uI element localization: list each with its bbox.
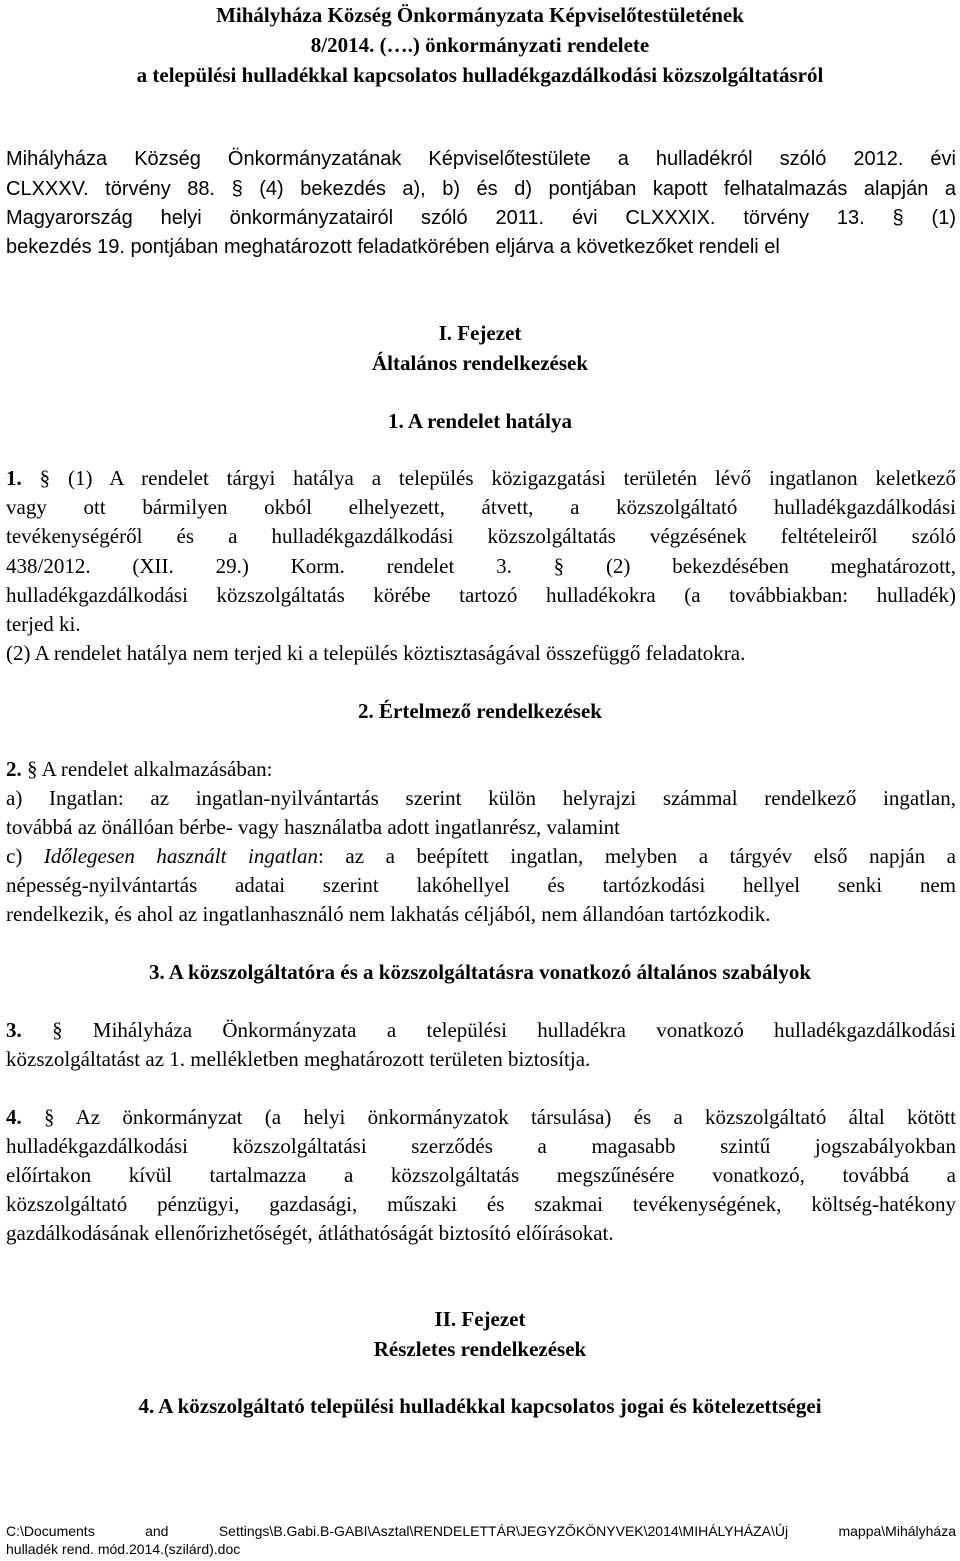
preamble-line: bekezdés 19. pontjában meghatározott feladatkörében eljárva a következőket rendeli el [6, 236, 780, 258]
paragraph-line: 438/2012. (XII. 29.) Korm. rendelet 3. § (2) bekezdésében meghatározott, [6, 554, 956, 578]
section-heading: 1. A rendelet hatálya [388, 409, 572, 433]
chapter-title: Részletes rendelkezések [373, 1337, 587, 1361]
paragraph-number: 4. [6, 1105, 22, 1129]
paragraph-text: § Mihályháza Önkormányzata a települési hulladékra vonatkozó hulladékgazdálkodási [52, 1018, 956, 1042]
paragraph-line: közszolgáltató pénzügyi, gazdasági, műszaki és szakmai tevékenységének, költség-hatékony [6, 1192, 956, 1216]
footer-file-name: hulladék rend. mód.2014.(szilárd).doc [6, 1541, 241, 1557]
title-line-1: Mihályháza Község Önkormányzata Képviselőtestületének [216, 3, 744, 27]
paragraph-text: § Az önkormányzat (a helyi önkormányzatok társulása) és a közszolgáltató által kötött [44, 1105, 956, 1129]
section-heading: 4. A közszolgáltató települési hulladékkal kapcsolatos jogai és kötelezettségei [138, 1394, 822, 1418]
paragraph-text: § (1) A rendelet tárgyi hatálya a település közigazgatási területén lévő ingatlanon keletkező [39, 466, 957, 490]
definition-prefix: c) [6, 844, 44, 868]
paragraph-line: vagy ott bármilyen okból elhelyezett, átvett, a közszolgáltató hulladékgazdálkodási [6, 495, 956, 519]
paragraph-line: hulladékgazdálkodási közszolgáltatási szerződés a magasabb szintű jogszabályokban [6, 1134, 956, 1158]
paragraph-line [6, 1103, 956, 1131]
paragraph-number: 3. [6, 1018, 22, 1042]
chapter-number: II. Fejezet [434, 1307, 526, 1331]
footer-file-path: C:\Documents and Settings\B.Gabi.B-GABI\Asztal\RENDELETTÁR\JEGYZŐKÖNYVEK\2014\MIHÁLYHÁZA\Új mappa\Mihályháza [6, 1523, 956, 1539]
paragraph-line: közszolgáltatást az 1. mellékletben meghatározott területen biztosítja. [6, 1047, 591, 1071]
title-line-2: 8/2014. (….) önkormányzati rendelete [310, 33, 650, 57]
paragraph-line: tevékenységéről és a hulladékgazdálkodási közszolgáltatás végzésének feltételeiről szóló [6, 524, 956, 548]
paragraph-line [6, 755, 956, 783]
section-heading: 3. A közszolgáltatóra és a közszolgáltatásra vonatkozó általános szabályok [148, 960, 812, 984]
paragraph-line: (2) A rendelet hatálya nem terjed ki a település köztisztaságával összefüggő feladatokra. [6, 641, 746, 665]
section-heading: 2. Értelmező rendelkezések [358, 699, 602, 723]
paragraph-line: a) Ingatlan: az ingatlan-nyilvántartás szerint külön helyrajzi számmal rendelkező ingatlan, [6, 786, 956, 810]
chapter-title: Általános rendelkezések [371, 351, 589, 375]
paragraph-text: § A rendelet alkalmazásában: [27, 757, 273, 781]
paragraph-line: népesség-nyilvántartás adatai szerint lakóhellyel és tartózkodási hellyel senki nem [6, 873, 956, 897]
chapter-number: I. Fejezet [438, 321, 522, 345]
paragraph-number: 1. [6, 466, 22, 490]
paragraph-line: továbbá az önállóan bérbe- vagy használatba adott ingatlanrész, valamint [6, 815, 620, 839]
definition-text: : az a beépített ingatlan, melyben a tárgyév első napján a [318, 844, 956, 868]
paragraph-line: terjed ki. [6, 612, 81, 636]
preamble-line: Mihályháza Község Önkormányzatának Képviselőtestülete a hulladékról szóló 2012. évi [6, 148, 956, 170]
paragraph-line [6, 1016, 956, 1044]
paragraph-line [6, 464, 956, 492]
paragraph-line: előírtakon kívül tartalmazza a közszolgáltatás megszűnésére vonatkozó, továbbá a [6, 1163, 956, 1187]
title-line-3: a települési hulladékkal kapcsolatos hulladékgazdálkodási közszolgáltatásról [136, 63, 824, 87]
paragraph-line: rendelkezik, és ahol az ingatlanhasználó nem lakhatás céljából, nem állandóan tartózkodik. [6, 902, 771, 926]
preamble-line: CLXXXV. törvény 88. § (4) bekezdés a), b) és d) pontjában kapott felhatalmazás alapján a [6, 178, 956, 200]
paragraph-number: 2. [6, 757, 22, 781]
preamble-line: Magyarország helyi önkormányzatairól szóló 2011. évi CLXXXIX. törvény 13. § (1) [6, 207, 956, 229]
paragraph-line: gazdálkodásának ellenőrizhetőségét, átláthatóságát biztosító előírásokat. [6, 1221, 614, 1245]
paragraph-line [6, 842, 956, 870]
paragraph-line: hulladékgazdálkodási közszolgáltatás körébe tartozó hulladékokra (a továbbiakban: hulladék) [6, 583, 956, 607]
definition-term: Időlegesen használt ingatlan [43, 844, 318, 868]
